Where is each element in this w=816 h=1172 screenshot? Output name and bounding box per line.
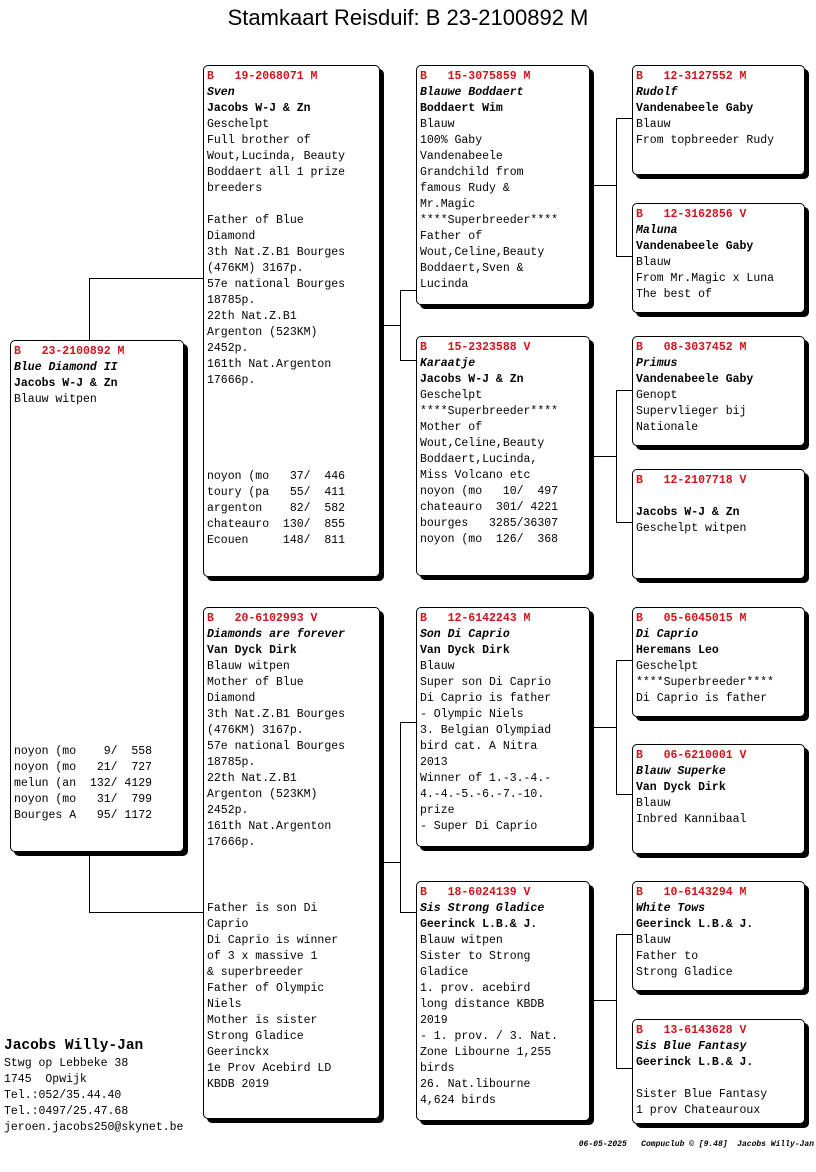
breeder-name: Jacobs W-J & Zn	[420, 373, 524, 386]
connector	[400, 722, 401, 912]
info-line: Blauw	[420, 660, 455, 673]
connector	[616, 1068, 633, 1069]
info-line	[207, 197, 379, 213]
result-line: noyon (mo 31/ 799	[14, 793, 153, 806]
info-line: Super son Di Caprio	[420, 676, 552, 689]
info-line: 161th Nat.Argenton	[207, 358, 332, 371]
owner-email: jeroen.jacobs250@skynet.be	[4, 1121, 184, 1134]
breeder-name: Geerinck L.B.& J.	[636, 1056, 754, 1069]
pigeon-name: Sis Blue Fantasy	[636, 1040, 747, 1053]
connector	[616, 934, 633, 935]
breeder-name: Jacobs W-J & Zn	[207, 102, 311, 115]
connector	[616, 118, 633, 119]
pigeon-name: Sven	[207, 86, 235, 99]
info-line: Strong Gladice	[636, 966, 733, 979]
great-grandparent-card	[632, 744, 805, 854]
breeder-name: Geerinck L.B.& J.	[420, 918, 538, 931]
result-line: Father is son Di	[207, 902, 318, 915]
connector	[592, 185, 616, 186]
results-list	[207, 901, 338, 1093]
info-line: Winner of 1.-3.-4.-	[420, 772, 552, 785]
result-line: Strong Gladice	[207, 1030, 304, 1043]
great-grandparent-card	[632, 203, 805, 313]
info-line: chateauro 301/ 4221	[420, 501, 559, 514]
connector	[616, 390, 633, 391]
info-line: 3. Belgian Olympiad	[420, 724, 552, 737]
info-line: 18785p.	[207, 756, 256, 769]
breeder-name: Van Dyck Dirk	[420, 644, 510, 657]
info-line: 18785p.	[207, 294, 256, 307]
info-line: Blauw	[636, 934, 671, 947]
info-line: 17666p.	[207, 374, 256, 387]
info-line	[636, 1071, 804, 1087]
great-grandparent-card	[632, 881, 805, 991]
pigeon-name: Primus	[636, 357, 678, 370]
owner-city: 1745 Opwijk	[4, 1073, 87, 1086]
info-line: 2452p.	[207, 342, 249, 355]
info-line: Di Caprio is father	[636, 692, 768, 705]
connector	[616, 660, 633, 661]
pigeon-name: Blauw Superke	[636, 765, 726, 778]
info-line: Supervlieger bij	[636, 405, 747, 418]
info-line: Father to	[636, 950, 699, 963]
result-line: argenton 82/ 582	[207, 502, 346, 515]
info-line: Genopt	[636, 389, 678, 402]
connector	[592, 727, 616, 728]
info-line: 26. Nat.libourne	[420, 1078, 531, 1091]
father-card	[203, 65, 380, 577]
info-line: 2013	[420, 756, 448, 769]
pigeon-name: Blue Diamond II	[14, 361, 118, 374]
pigeon-name: Rudolf	[636, 86, 678, 99]
breeder-name: Vandenabeele Gaby	[636, 240, 754, 253]
breeder-name: Jacobs W-J & Zn	[14, 377, 118, 390]
info-line: 57e national Bourges	[207, 740, 346, 753]
info-line: Wout,Celine,Beauty	[420, 437, 545, 450]
info-line: Blauw	[636, 118, 671, 131]
info-line: famous Rudy &	[420, 182, 510, 195]
footer-credit: 06-05-2025 Compuclub © [9.48] Jacobs Willy-Jan	[578, 1140, 814, 1149]
info-line: Gladice	[420, 966, 469, 979]
pigeon-name: Sis Strong Gladice	[420, 902, 545, 915]
info-line: The best of	[636, 288, 712, 301]
connector	[380, 325, 400, 326]
connector	[89, 278, 204, 279]
ring-number: B 13-6143628 V	[636, 1024, 747, 1037]
connector	[400, 290, 401, 360]
result-line: noyon (mo 37/ 446	[207, 470, 346, 483]
result-line: noyon (mo 21/ 727	[14, 761, 153, 774]
great-grandparent-card	[632, 469, 805, 579]
info-line: Wout,Lucinda, Beauty	[207, 150, 346, 163]
connector	[400, 290, 417, 291]
connector	[616, 934, 617, 1068]
ring-number: B 12-6142243 M	[420, 612, 531, 625]
connector	[380, 862, 400, 863]
info-line: prize	[420, 804, 455, 817]
result-line: & superbreeder	[207, 966, 304, 979]
ring-number: B 12-2107718 V	[636, 474, 747, 487]
results-list	[207, 469, 345, 549]
ring-number: B 19-2068071 M	[207, 70, 318, 83]
pigeon-name: White Tows	[636, 902, 706, 915]
info-line: Blauw witpen	[420, 934, 503, 947]
info-line: birds	[420, 1062, 455, 1075]
info-line: Zone Libourne 1,255	[420, 1046, 552, 1059]
info-line: Lucinda	[420, 278, 469, 291]
pigeon-name: Blauwe Boddaert	[420, 86, 524, 99]
connector	[592, 456, 616, 457]
subject-card	[10, 340, 184, 852]
info-line: 4,624 birds	[420, 1094, 496, 1107]
info-line: Wout,Celine,Beauty	[420, 246, 545, 259]
info-line: Argenton (523KM)	[207, 326, 318, 339]
info-line: Blauw witpen	[207, 660, 290, 673]
great-grandparent-card	[632, 607, 805, 717]
info-line: Mr.Magic	[420, 198, 476, 211]
breeder-name: Heremans Leo	[636, 644, 719, 657]
ring-number: B 08-3037452 M	[636, 341, 747, 354]
connector	[616, 390, 617, 522]
info-line: Inbred Kannibaal	[636, 813, 747, 826]
info-line: - Super Di Caprio	[420, 820, 538, 833]
info-line: ****Superbreeder****	[420, 214, 559, 227]
info-line: Argenton (523KM)	[207, 788, 318, 801]
connector	[592, 1000, 616, 1001]
info-line: Nationale	[636, 421, 699, 434]
ring-number: B 05-6045015 M	[636, 612, 747, 625]
info-line: Geschelpt	[636, 660, 699, 673]
info-line: 2019	[420, 1014, 448, 1027]
info-line: Mother of	[420, 421, 483, 434]
owner-name: Jacobs Willy-Jan	[4, 1038, 144, 1054]
grandfather-maternal-card	[416, 607, 590, 847]
pigeon-name: Di Caprio	[636, 628, 699, 641]
result-line: noyon (mo 9/ 558	[14, 745, 153, 758]
result-line: Mother is sister	[207, 1014, 318, 1027]
info-line: Diamond	[207, 692, 256, 705]
info-line: Father of	[420, 230, 483, 243]
owner-info	[4, 1036, 183, 1136]
info-line: Blauw	[636, 256, 671, 269]
info-line: 2452p.	[207, 804, 249, 817]
breeder-name: Van Dyck Dirk	[636, 781, 726, 794]
grandmother-maternal-card	[416, 881, 590, 1121]
great-grandparent-card	[632, 336, 805, 446]
connector	[616, 522, 633, 523]
result-line: chateauro 130/ 855	[207, 518, 346, 531]
info-line: long distance KBDB	[420, 998, 545, 1011]
ring-number: B 12-3127552 M	[636, 70, 747, 83]
info-line: breeders	[207, 182, 263, 195]
info-line: ****Superbreeder****	[636, 676, 775, 689]
ring-number: B 10-6143294 M	[636, 886, 747, 899]
info-line: (476KM) 3167p.	[207, 724, 304, 737]
owner-address: Stwg op Lebbeke 38	[4, 1057, 129, 1070]
info-line: Boddaert,Sven &	[420, 262, 524, 275]
connector	[89, 912, 204, 913]
ring-number: B 20-6102993 V	[207, 612, 318, 625]
connector	[616, 794, 633, 795]
connector	[616, 118, 617, 256]
info-line: ****Superbreeder****	[420, 405, 559, 418]
info-line: Boddaert,Lucinda,	[420, 453, 538, 466]
result-line: Ecouen 148/ 811	[207, 534, 346, 547]
info-line: (476KM) 3167p.	[207, 262, 304, 275]
result-line: Caprio	[207, 918, 249, 931]
info-line: From topbreeder Rudy	[636, 134, 775, 147]
breeder-name: Jacobs W-J & Zn	[636, 506, 740, 519]
ring-number: B 12-3162856 V	[636, 208, 747, 221]
great-grandparent-card	[632, 65, 805, 175]
info-line: Sister Blue Fantasy	[636, 1088, 768, 1101]
info-line: noyon (mo 126/ 368	[420, 533, 559, 546]
info-line: Father of Blue	[207, 214, 304, 227]
info-line: 161th Nat.Argenton	[207, 820, 332, 833]
connector	[400, 912, 417, 913]
info-line: From Mr.Magic x Luna	[636, 272, 775, 285]
info-line: 1. prov. acebird	[420, 982, 531, 995]
connector	[89, 278, 90, 340]
ring-number: B 23-2100892 M	[14, 345, 125, 358]
info-line: 57e national Bourges	[207, 278, 346, 291]
connector	[400, 360, 417, 361]
info-line: Blauw witpen	[14, 393, 97, 406]
info-line: 100% Gaby	[420, 134, 483, 147]
results-list	[14, 744, 152, 824]
pigeon-name	[636, 489, 804, 505]
owner-mobile: Tel.:0497/25.47.68	[4, 1105, 129, 1118]
info-line: bourges 3285/36307	[420, 517, 559, 530]
connector	[89, 852, 90, 912]
info-line: Grandchild from	[420, 166, 524, 179]
page-title: Stamkaart Reisduif: B 23-2100892 M	[227, 5, 589, 30]
result-line: Geerinckx	[207, 1046, 270, 1059]
info-line: 4.-4.-5.-6.-7.-10.	[420, 788, 545, 801]
info-line: Boddaert all 1 prize	[207, 166, 346, 179]
breeder-name: Boddaert Wim	[420, 102, 503, 115]
pigeon-name: Son Di Caprio	[420, 628, 510, 641]
ring-number: B 18-6024139 V	[420, 886, 531, 899]
info-line: Miss Volcano etc	[420, 469, 531, 482]
info-line: Diamond	[207, 230, 256, 243]
info-line: Vandenabeele	[420, 150, 503, 163]
result-line: Bourges A 95/ 1172	[14, 809, 153, 822]
result-line: 1e Prov Acebird LD	[207, 1062, 332, 1075]
info-line: bird cat. A Nitra	[420, 740, 538, 753]
info-line: 22th Nat.Z.B1	[207, 772, 297, 785]
result-line: Di Caprio is winner	[207, 934, 339, 947]
info-line: 1 prov Chateauroux	[636, 1104, 761, 1117]
mother-card	[203, 607, 380, 1119]
info-line: Mother of Blue	[207, 676, 304, 689]
info-line: 22th Nat.Z.B1	[207, 310, 297, 323]
info-line: Full brother of	[207, 134, 311, 147]
info-line: Geschelpt	[207, 118, 270, 131]
ring-number: B 15-3075859 M	[420, 70, 531, 83]
result-line: KBDB 2019	[207, 1078, 270, 1091]
connector	[616, 660, 617, 794]
info-line: 17666p.	[207, 836, 256, 849]
breeder-name: Geerinck L.B.& J.	[636, 918, 754, 931]
info-line: noyon (mo 10/ 497	[420, 485, 559, 498]
owner-phone: Tel.:052/35.44.40	[4, 1089, 122, 1102]
connector	[400, 722, 417, 723]
result-line: of 3 x massive 1	[207, 950, 318, 963]
info-line: - Olympic Niels	[420, 708, 524, 721]
connector	[616, 256, 633, 257]
pigeon-name: Karaatje	[420, 357, 476, 370]
grandmother-paternal-card	[416, 336, 590, 576]
info-line: 3th Nat.Z.B1 Bourges	[207, 246, 346, 259]
result-line: Father of Olympic	[207, 982, 325, 995]
grandfather-paternal-card	[416, 65, 590, 305]
info-line: 3th Nat.Z.B1 Bourges	[207, 708, 346, 721]
result-line: toury (pa 55/ 411	[207, 486, 346, 499]
breeder-name: Vandenabeele Gaby	[636, 102, 754, 115]
info-line: Geschelpt witpen	[636, 522, 747, 535]
info-line: Geschelpt	[420, 389, 483, 402]
result-line: Niels	[207, 998, 242, 1011]
great-grandparent-card	[632, 1019, 805, 1124]
pigeon-name: Maluna	[636, 224, 678, 237]
result-line: melun (an 132/ 4129	[14, 777, 153, 790]
info-line: Di Caprio is father	[420, 692, 552, 705]
breeder-name: Van Dyck Dirk	[207, 644, 297, 657]
info-line: Sister to Strong	[420, 950, 531, 963]
info-line: - 1. prov. / 3. Nat.	[420, 1030, 559, 1043]
pigeon-name: Diamonds are forever	[207, 628, 346, 641]
info-line: Blauw	[420, 118, 455, 131]
info-line: Blauw	[636, 797, 671, 810]
breeder-name: Vandenabeele Gaby	[636, 373, 754, 386]
ring-number: B 15-2323588 V	[420, 341, 531, 354]
ring-number: B 06-6210001 V	[636, 749, 747, 762]
